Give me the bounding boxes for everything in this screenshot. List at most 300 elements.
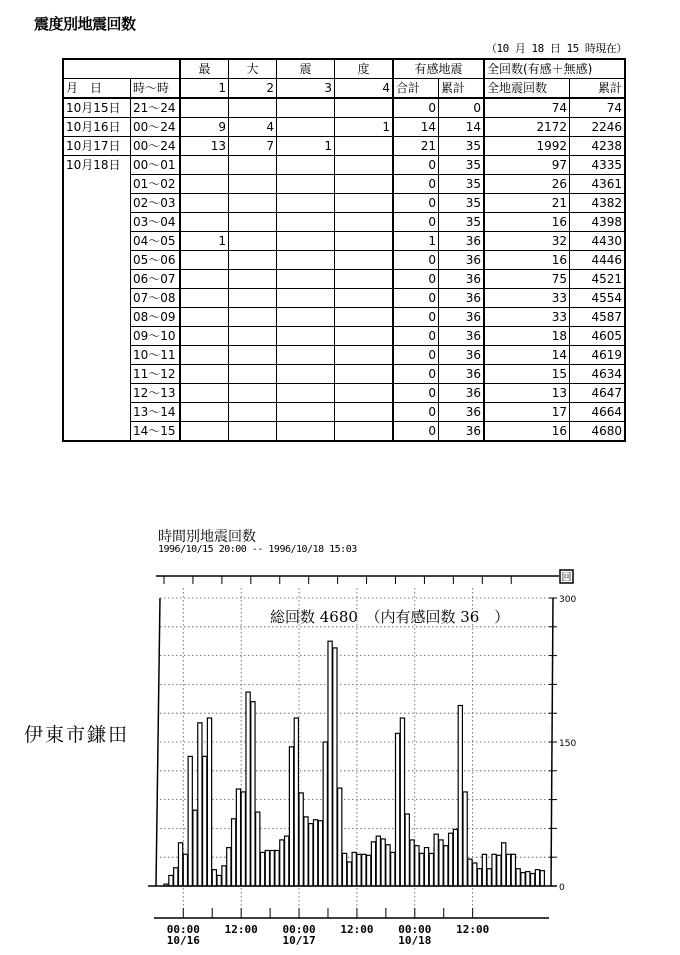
- bar: [193, 810, 197, 886]
- cell-i3: [277, 346, 335, 365]
- x-tick-label: 00:00: [166, 923, 200, 936]
- max-intensity-char: 最: [180, 59, 229, 79]
- group-header-row: [63, 59, 625, 79]
- bar: [256, 812, 260, 886]
- bar: [294, 718, 298, 886]
- max-intensity-char: 震: [277, 59, 335, 79]
- bar: [217, 875, 221, 886]
- cell-i2: [229, 213, 277, 232]
- cell-i4: [335, 289, 394, 308]
- cell-i4: [335, 194, 394, 213]
- bar: [458, 706, 462, 886]
- cell-i4: [335, 384, 394, 403]
- cell-all-cum: 4446: [570, 251, 626, 270]
- table-row: [63, 308, 625, 327]
- cell-i3: [277, 384, 335, 403]
- as-of-label: （10 月 18 日 15 時現在）: [486, 42, 627, 55]
- cell-i1: [180, 98, 229, 118]
- bar: [227, 848, 231, 886]
- cell-time: 02～03: [131, 194, 181, 213]
- x-tick-label: 00:00: [398, 923, 432, 936]
- bar: [386, 845, 390, 886]
- bar: [333, 648, 337, 886]
- cell-all-cum: 4664: [570, 403, 626, 422]
- bar: [241, 792, 245, 886]
- cell-all-count: 17: [484, 403, 570, 422]
- bar: [531, 874, 535, 886]
- bar: [391, 852, 395, 886]
- cell-felt-cum: 36: [439, 403, 485, 422]
- cell-all-cum: 4680: [570, 422, 626, 442]
- all-group-header: 全回数(有感＋無感): [484, 59, 625, 79]
- cell-all-cum: 4587: [570, 308, 626, 327]
- cell-i3: [277, 422, 335, 442]
- cell-i1: 13: [180, 137, 229, 156]
- cell-all-cum: 4361: [570, 175, 626, 194]
- cell-i2: [229, 422, 277, 442]
- cell-i4: [335, 270, 394, 289]
- cell-i1: [180, 289, 229, 308]
- column-header-row: [63, 79, 625, 99]
- chart-title: 時間別地震回数: [158, 529, 256, 545]
- cell-all-count: 97: [484, 156, 570, 175]
- col-header-felt-cum: 累計: [439, 79, 485, 99]
- bar: [434, 834, 438, 886]
- cell-all-count: 18: [484, 327, 570, 346]
- cell-i3: [277, 365, 335, 384]
- bar: [299, 793, 303, 886]
- cell-all-cum: 4398: [570, 213, 626, 232]
- cell-i3: [277, 156, 335, 175]
- cell-all-cum: 74: [570, 98, 626, 118]
- max-intensity-char: 大: [229, 59, 277, 79]
- x-tick-date-label: 10/18: [398, 934, 432, 947]
- bar: [352, 852, 356, 886]
- table-row: [63, 422, 625, 442]
- col-header-i2: 2: [229, 79, 277, 99]
- cell-all-cum: 4430: [570, 232, 626, 251]
- cell-i1: [180, 156, 229, 175]
- table-row: [63, 175, 625, 194]
- table-row: [63, 384, 625, 403]
- bar: [420, 853, 424, 886]
- cell-i2: [229, 98, 277, 118]
- cell-i2: 7: [229, 137, 277, 156]
- bar: [381, 839, 385, 886]
- cell-time: 00～24: [131, 137, 181, 156]
- cell-felt-sum: 0: [393, 175, 439, 194]
- cell-felt-cum: 35: [439, 156, 485, 175]
- cell-felt-sum: 0: [393, 213, 439, 232]
- cell-all-cum: 4605: [570, 327, 626, 346]
- cell-i1: [180, 422, 229, 442]
- bar: [444, 846, 448, 886]
- cell-i2: [229, 365, 277, 384]
- bar: [511, 854, 515, 886]
- cell-time: 00～01: [131, 156, 181, 175]
- cell-felt-sum: 0: [393, 270, 439, 289]
- cell-all-count: 1992: [484, 137, 570, 156]
- bar: [395, 733, 399, 886]
- bar: [309, 824, 313, 886]
- cell-all-count: 21: [484, 194, 570, 213]
- cell-felt-cum: 0: [439, 98, 485, 118]
- cell-i2: [229, 175, 277, 194]
- cell-felt-cum: 36: [439, 384, 485, 403]
- cell-date: 10月18日: [63, 156, 131, 442]
- table-row: [63, 213, 625, 232]
- table-row: [63, 98, 625, 118]
- max-intensity-char: 度: [335, 59, 394, 79]
- cell-i1: [180, 213, 229, 232]
- cell-all-cum: 4335: [570, 156, 626, 175]
- bar: [540, 871, 544, 886]
- cell-felt-cum: 36: [439, 346, 485, 365]
- cell-felt-cum: 36: [439, 327, 485, 346]
- bar: [506, 854, 510, 886]
- table-row: [63, 118, 625, 137]
- cell-time: 01～02: [131, 175, 181, 194]
- cell-i1: [180, 194, 229, 213]
- bar: [183, 854, 187, 886]
- bar: [342, 853, 346, 886]
- bar: [314, 820, 318, 886]
- table-row: [63, 194, 625, 213]
- cell-time: 21～24: [131, 98, 181, 118]
- cell-time: 07～08: [131, 289, 181, 308]
- table-row: [63, 365, 625, 384]
- cell-all-cum: 4382: [570, 194, 626, 213]
- cell-i3: [277, 118, 335, 137]
- bar: [323, 742, 327, 886]
- cell-i4: [335, 365, 394, 384]
- cell-time: 06～07: [131, 270, 181, 289]
- cell-i4: [335, 327, 394, 346]
- table-title: 震度別地震回数: [34, 15, 136, 33]
- cell-i4: [335, 251, 394, 270]
- bar: [270, 850, 274, 886]
- cell-i4: [335, 232, 394, 251]
- cell-time: 13～14: [131, 403, 181, 422]
- cell-i2: [229, 289, 277, 308]
- cell-time: 12～13: [131, 384, 181, 403]
- cell-all-count: 32: [484, 232, 570, 251]
- bar: [405, 814, 409, 886]
- cell-felt-sum: 0: [393, 403, 439, 422]
- bar: [260, 852, 264, 886]
- cell-felt-cum: 36: [439, 422, 485, 442]
- bar: [424, 848, 428, 886]
- x-tick-label: 12:00: [340, 923, 374, 936]
- cell-all-cum: 4619: [570, 346, 626, 365]
- bar: [410, 840, 414, 886]
- cell-i1: [180, 308, 229, 327]
- cell-i1: [180, 327, 229, 346]
- x-tick-label: 12:00: [456, 923, 490, 936]
- cell-i3: [277, 289, 335, 308]
- cell-felt-cum: 36: [439, 308, 485, 327]
- cell-i4: [335, 422, 394, 442]
- cell-i2: [229, 232, 277, 251]
- cell-i4: [335, 308, 394, 327]
- bar: [362, 854, 366, 886]
- cell-i1: [180, 251, 229, 270]
- cell-i4: 1: [335, 118, 394, 137]
- bar: [439, 840, 443, 886]
- bar: [347, 862, 351, 886]
- bar: [289, 747, 293, 886]
- cell-i4: [335, 213, 394, 232]
- bar: [400, 718, 404, 886]
- cell-time: 09～10: [131, 327, 181, 346]
- bar: [212, 870, 216, 886]
- cell-i4: [335, 98, 394, 118]
- cell-felt-sum: 0: [393, 289, 439, 308]
- bar: [304, 817, 308, 886]
- cell-i3: [277, 308, 335, 327]
- col-header-i3: 3: [277, 79, 335, 99]
- table-row: [63, 403, 625, 422]
- table-row: [63, 156, 625, 175]
- cell-felt-sum: 0: [393, 308, 439, 327]
- table-row: [63, 327, 625, 346]
- cell-i1: [180, 384, 229, 403]
- bar: [357, 854, 361, 886]
- cell-date: 10月17日: [63, 137, 131, 156]
- col-header-date: 月 日: [63, 79, 131, 99]
- cell-all-cum: 4634: [570, 365, 626, 384]
- cell-date: 10月16日: [63, 118, 131, 137]
- cell-i2: [229, 270, 277, 289]
- cell-i4: [335, 137, 394, 156]
- chart-subtitle: 1996/10/15 20:00 -- 1996/10/18 15:03: [158, 544, 357, 555]
- y-tick-label: 300: [559, 595, 577, 605]
- bar: [371, 842, 375, 886]
- table-row: [63, 137, 625, 156]
- table-row: [63, 232, 625, 251]
- cell-i1: [180, 365, 229, 384]
- cell-felt-sum: 0: [393, 327, 439, 346]
- cell-i2: [229, 194, 277, 213]
- cell-felt-sum: 0: [393, 384, 439, 403]
- y-tick-label: 150: [559, 739, 577, 749]
- cell-i4: [335, 403, 394, 422]
- cell-time: 05～06: [131, 251, 181, 270]
- bar: [207, 718, 211, 886]
- table-row: [63, 346, 625, 365]
- cell-time: 00～24: [131, 118, 181, 137]
- cell-i4: [335, 156, 394, 175]
- cell-time: 03～04: [131, 213, 181, 232]
- bar: [497, 855, 501, 886]
- bar: [265, 850, 269, 886]
- cell-time: 14～15: [131, 422, 181, 442]
- cell-i2: [229, 156, 277, 175]
- bar: [246, 692, 250, 886]
- cell-time: 11～12: [131, 365, 181, 384]
- right-axis-line: [551, 598, 553, 886]
- bar: [502, 843, 506, 886]
- col-header-all-count: 全地震回数: [484, 79, 570, 99]
- bar: [318, 821, 322, 886]
- chart-plot: [0, 500, 680, 955]
- cell-i1: 9: [180, 118, 229, 137]
- cell-i2: 4: [229, 118, 277, 137]
- cell-i2: [229, 384, 277, 403]
- cell-i1: [180, 270, 229, 289]
- cell-time: 10～11: [131, 346, 181, 365]
- blank-header-cell: [63, 59, 180, 79]
- bar: [280, 840, 284, 886]
- bar: [521, 873, 525, 886]
- cell-felt-sum: 0: [393, 251, 439, 270]
- cell-felt-sum: 0: [393, 156, 439, 175]
- cell-i3: [277, 251, 335, 270]
- x-tick-label: 12:00: [224, 923, 258, 936]
- cell-i2: [229, 346, 277, 365]
- x-tick-date-label: 10/16: [166, 934, 200, 947]
- table-row: [63, 251, 625, 270]
- cell-i4: [335, 175, 394, 194]
- cell-felt-cum: 14: [439, 118, 485, 137]
- bar: [376, 836, 380, 886]
- cell-i3: [277, 403, 335, 422]
- cell-felt-cum: 35: [439, 175, 485, 194]
- cell-felt-sum: 1: [393, 232, 439, 251]
- bar: [222, 866, 226, 886]
- cell-i3: [277, 232, 335, 251]
- cell-time: 04～05: [131, 232, 181, 251]
- bar: [535, 870, 539, 886]
- bar: [415, 846, 419, 886]
- bar: [275, 850, 279, 886]
- cell-all-count: 16: [484, 422, 570, 442]
- cell-date: 10月15日: [63, 98, 131, 118]
- x-tick-label: 00:00: [282, 923, 316, 936]
- felt-group-header: 有感地震: [393, 59, 484, 79]
- cell-i1: [180, 175, 229, 194]
- col-header-i1: 1: [180, 79, 229, 99]
- cell-all-cum: 2246: [570, 118, 626, 137]
- x-tick-date-label: 10/17: [282, 934, 316, 947]
- hourly-chart: [0, 500, 680, 955]
- bar: [251, 702, 255, 886]
- bar: [236, 789, 240, 886]
- cell-time: 08～09: [131, 308, 181, 327]
- table-row: [63, 270, 625, 289]
- bar: [516, 869, 520, 886]
- cell-felt-cum: 36: [439, 270, 485, 289]
- cell-i3: [277, 175, 335, 194]
- cell-i3: [277, 213, 335, 232]
- bar: [526, 872, 530, 886]
- bar: [174, 868, 178, 886]
- cell-all-count: 16: [484, 213, 570, 232]
- cell-all-cum: 4521: [570, 270, 626, 289]
- cell-i1: [180, 346, 229, 365]
- cell-felt-sum: 21: [393, 137, 439, 156]
- y-unit-label: 回: [561, 572, 572, 584]
- cell-all-cum: 4647: [570, 384, 626, 403]
- cell-felt-cum: 35: [439, 194, 485, 213]
- cell-i4: [335, 346, 394, 365]
- cell-i3: [277, 194, 335, 213]
- cell-all-count: 33: [484, 308, 570, 327]
- left-axis-line: [156, 598, 160, 886]
- col-header-felt-sum: 合計: [393, 79, 439, 99]
- cell-all-count: 26: [484, 175, 570, 194]
- col-header-i4: 4: [335, 79, 394, 99]
- cell-i3: 1: [277, 137, 335, 156]
- cell-felt-sum: 0: [393, 194, 439, 213]
- bar: [487, 869, 491, 886]
- cell-i1: [180, 403, 229, 422]
- bar: [188, 756, 192, 886]
- bar: [449, 833, 453, 886]
- cell-felt-cum: 36: [439, 365, 485, 384]
- cell-all-count: 15: [484, 365, 570, 384]
- cell-all-count: 33: [484, 289, 570, 308]
- chart-annotation: 総回数 4680 （内有感回数 36 ）: [270, 608, 510, 626]
- cell-i2: [229, 327, 277, 346]
- bar: [473, 863, 477, 886]
- bar: [232, 819, 236, 886]
- bar: [477, 869, 481, 886]
- bar: [338, 788, 342, 886]
- y-tick-label: 0: [559, 883, 565, 893]
- cell-all-count: 74: [484, 98, 570, 118]
- cell-i3: [277, 327, 335, 346]
- cell-all-cum: 4554: [570, 289, 626, 308]
- cell-all-count: 14: [484, 346, 570, 365]
- cell-felt-sum: 0: [393, 365, 439, 384]
- bar: [468, 859, 472, 886]
- bar: [492, 854, 496, 886]
- col-header-all-cum: 累計: [570, 79, 626, 99]
- cell-felt-cum: 36: [439, 232, 485, 251]
- bar: [463, 792, 467, 886]
- intensity-table: [62, 58, 626, 442]
- bar: [203, 756, 207, 886]
- cell-all-count: 75: [484, 270, 570, 289]
- cell-i2: [229, 251, 277, 270]
- cell-felt-cum: 35: [439, 137, 485, 156]
- bar: [453, 829, 457, 886]
- col-header-time: 時～時: [131, 79, 181, 99]
- cell-i2: [229, 403, 277, 422]
- location-label: 伊東市鎌田: [24, 724, 130, 746]
- bar: [367, 855, 371, 886]
- cell-felt-cum: 35: [439, 213, 485, 232]
- bar: [328, 641, 332, 886]
- bar: [178, 843, 182, 886]
- bar: [482, 854, 486, 886]
- cell-all-count: 2172: [484, 118, 570, 137]
- cell-felt-sum: 0: [393, 346, 439, 365]
- cell-felt-cum: 36: [439, 289, 485, 308]
- cell-felt-sum: 0: [393, 98, 439, 118]
- bar: [285, 836, 289, 886]
- bar: [169, 875, 173, 886]
- cell-felt-sum: 14: [393, 118, 439, 137]
- cell-felt-cum: 36: [439, 251, 485, 270]
- cell-i3: [277, 98, 335, 118]
- cell-all-count: 13: [484, 384, 570, 403]
- cell-all-count: 16: [484, 251, 570, 270]
- cell-i3: [277, 270, 335, 289]
- cell-felt-sum: 0: [393, 422, 439, 442]
- table-row: [63, 289, 625, 308]
